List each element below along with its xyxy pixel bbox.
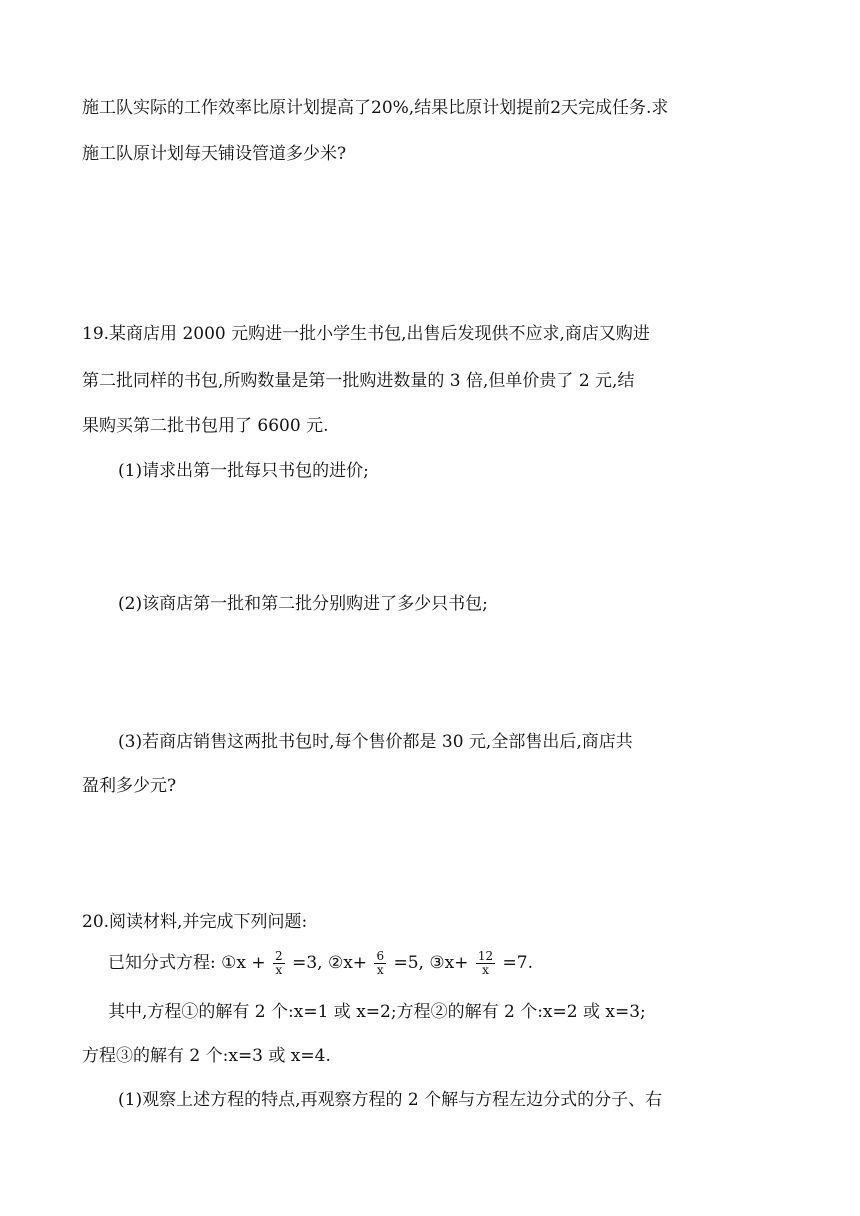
equation-2-fraction [374, 950, 386, 977]
q20-title: 20.阅读材料,并完成下列问题: [82, 912, 308, 932]
q20-solution-line-1: 其中,方程①的解有 2 个:x=1 或 x=2;方程②的解有 2 个:x=2 或 x=3; [108, 1002, 646, 1022]
equations-prefix: 已知分式方程: [108, 953, 216, 973]
q19-part-2: (2)该商店第一批和第二批分别购进了多少只书包; [118, 594, 488, 614]
equation-3-rhs: =7. [502, 953, 533, 973]
q19-line-2: 第二批同样的书包,所购数量是第一批购进数量的 3 倍,但单价贵了 2 元,结 [82, 371, 635, 391]
equation-1-fraction [273, 950, 285, 977]
equation-3-fraction [476, 950, 495, 977]
intro-line-1: 施工队实际的工作效率比原计划提高了20%,结果比原计划提前2天完成任务.求 [82, 98, 669, 118]
equation-2-label: ②x+ [327, 953, 368, 973]
q20-solution-line-2: 方程③的解有 2 个:x=3 或 x=4. [82, 1046, 331, 1066]
equation-3-label: ③x+ [429, 953, 469, 973]
equation-2 [327, 949, 429, 977]
equation-1-rhs: =3, [292, 953, 323, 973]
equation-2-numerator: 6 [376, 949, 385, 963]
q19-line-3: 果购买第二批书包用了 6600 元. [82, 416, 329, 436]
q20-part-1: (1)观察上述方程的特点,再观察方程的 2 个解与方程左边分式的分子、右 [118, 1090, 663, 1110]
q19-part-3-line-1: (3)若商店销售这两批书包时,每个售价都是 30 元,全部售出后,商店共 [118, 732, 633, 752]
equation-1-numerator: 2 [275, 949, 283, 963]
equation-3-denominator: x [482, 963, 489, 977]
equation-3-numerator: 12 [477, 949, 494, 963]
equation-2-rhs: =5, [393, 953, 424, 973]
equation-2-denominator: x [376, 963, 384, 977]
q20-equations [108, 950, 533, 977]
q19-line-1: 19.某商店用 2000 元购进一批小学生书包,出售后发现供不应求,商店又购进 [82, 324, 650, 344]
intro-line-2: 施工队原计划每天铺设管道多少米? [82, 144, 347, 164]
equation-1 [221, 949, 328, 977]
equation-1-denominator: x [275, 963, 283, 977]
q19-part-1: (1)请求出第一批每只书包的进价; [118, 461, 369, 481]
q19-part-3-line-2: 盈利多少元? [82, 776, 177, 796]
equation-1-label: ①x + [221, 953, 266, 973]
equation-3 [429, 949, 533, 977]
